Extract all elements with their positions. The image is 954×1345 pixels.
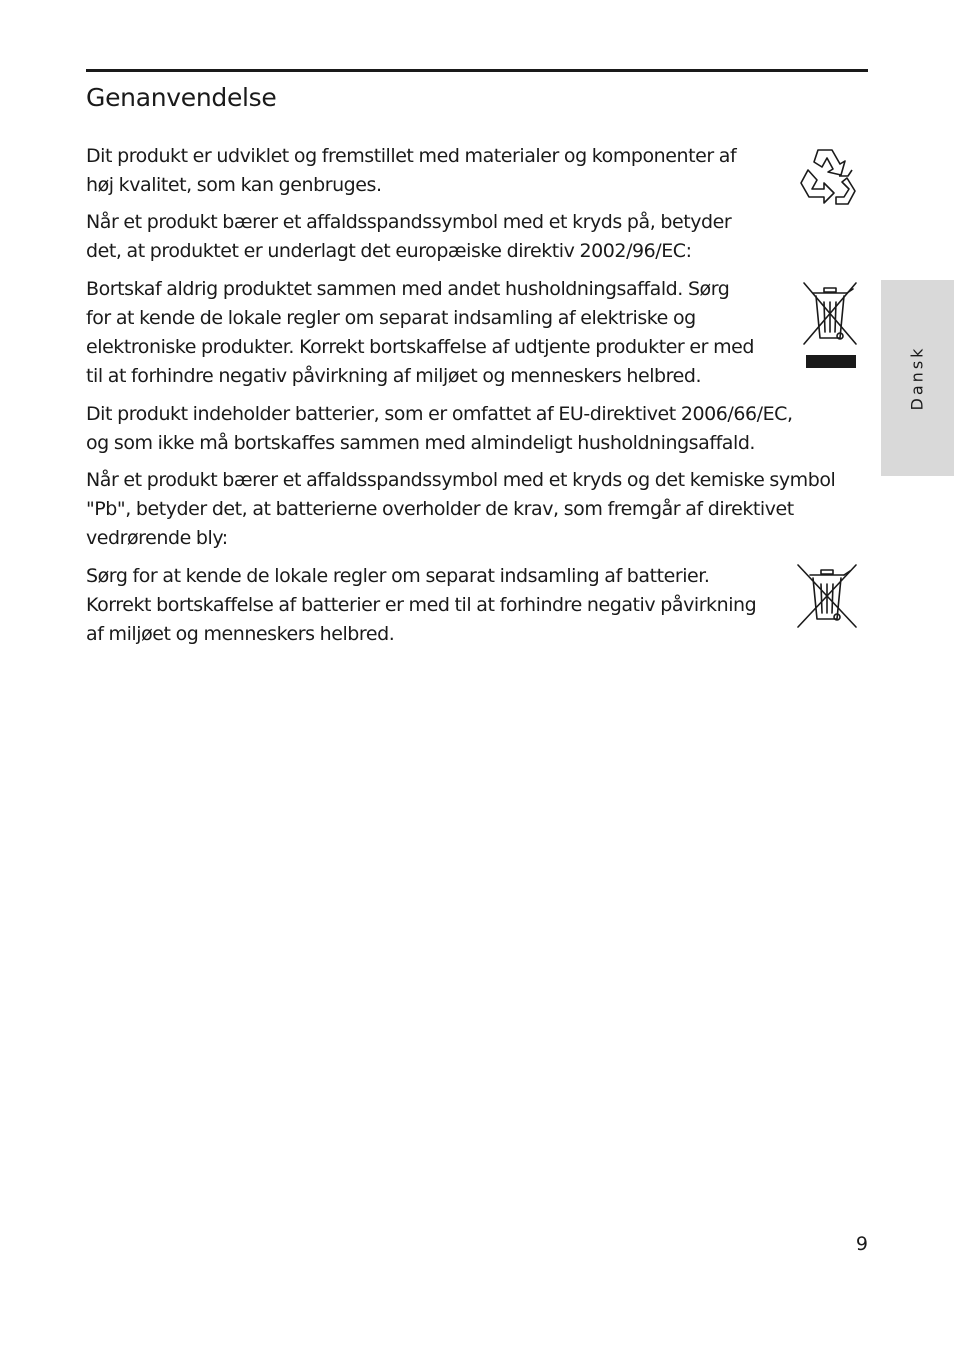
paragraph-line: Når et produkt bærer et affaldsspandssymbol med et kryds på, betyder (86, 211, 732, 233)
paragraph-line: elektroniske produkter. Korrekt bortskaffelse af udtjente produkter er med (86, 336, 754, 358)
top-rule (86, 69, 868, 72)
paragraph-line: det, at produktet er underlagt det europæiske direktiv 2002/96/EC: (86, 240, 692, 262)
paragraph-line: for at kende de lokale regler om separat indsamling af elektriske og (86, 307, 696, 329)
paragraph-line: og som ikke må bortskaffes sammen med almindeligt husholdningsaffald. (86, 432, 756, 454)
paragraph-recyclable-materials (86, 142, 736, 200)
language-tab-label: Dansk (907, 345, 927, 411)
paragraph-line: "Pb", betyder det, at batterierne overholder de krav, som fremgår af direktivet (86, 498, 794, 520)
paragraph-disposal-electronics (86, 275, 754, 391)
battery-bin-icon (794, 563, 860, 631)
paragraph-line: af miljøet og menneskers helbred. (86, 623, 395, 645)
paragraph-batteries-directive (86, 400, 793, 458)
paragraph-line: Bortskaf aldrig produktet sammen med andet husholdningsaffald. Sørg (86, 278, 730, 300)
paragraph-line: vedrørende bly: (86, 527, 228, 549)
paragraph-weee-directive (86, 208, 731, 266)
crossed-out-bin-icon (798, 280, 862, 372)
paragraph-line: Dit produkt er udviklet og fremstillet med materialer og komponenter af (86, 145, 737, 167)
language-tab (881, 280, 954, 476)
paragraph-line: høj kvalitet, som kan genbruges. (86, 174, 382, 196)
paragraph-line: Når et produkt bærer et affaldsspandssymbol med et kryds og det kemiske symbol (86, 469, 836, 491)
section-title: Genanvendelse (86, 83, 277, 112)
paragraph-battery-disposal (86, 562, 756, 649)
paragraph-line: Dit produkt indeholder batterier, som er omfattet af EU-direktivet 2006/66/EC, (86, 403, 793, 425)
paragraph-line: Korrekt bortskaffelse af batterier er med til at forhindre negativ påvirkning (86, 594, 757, 616)
paragraph-line: til at forhindre negativ påvirkning af miljøet og menneskers helbred. (86, 365, 702, 387)
paragraph-battery-pb-symbol (86, 466, 835, 553)
recycle-icon (792, 142, 864, 214)
paragraph-line: Sørg for at kende de lokale regler om separat indsamling af batterier. (86, 565, 710, 587)
page-number: 9 (855, 1233, 868, 1255)
